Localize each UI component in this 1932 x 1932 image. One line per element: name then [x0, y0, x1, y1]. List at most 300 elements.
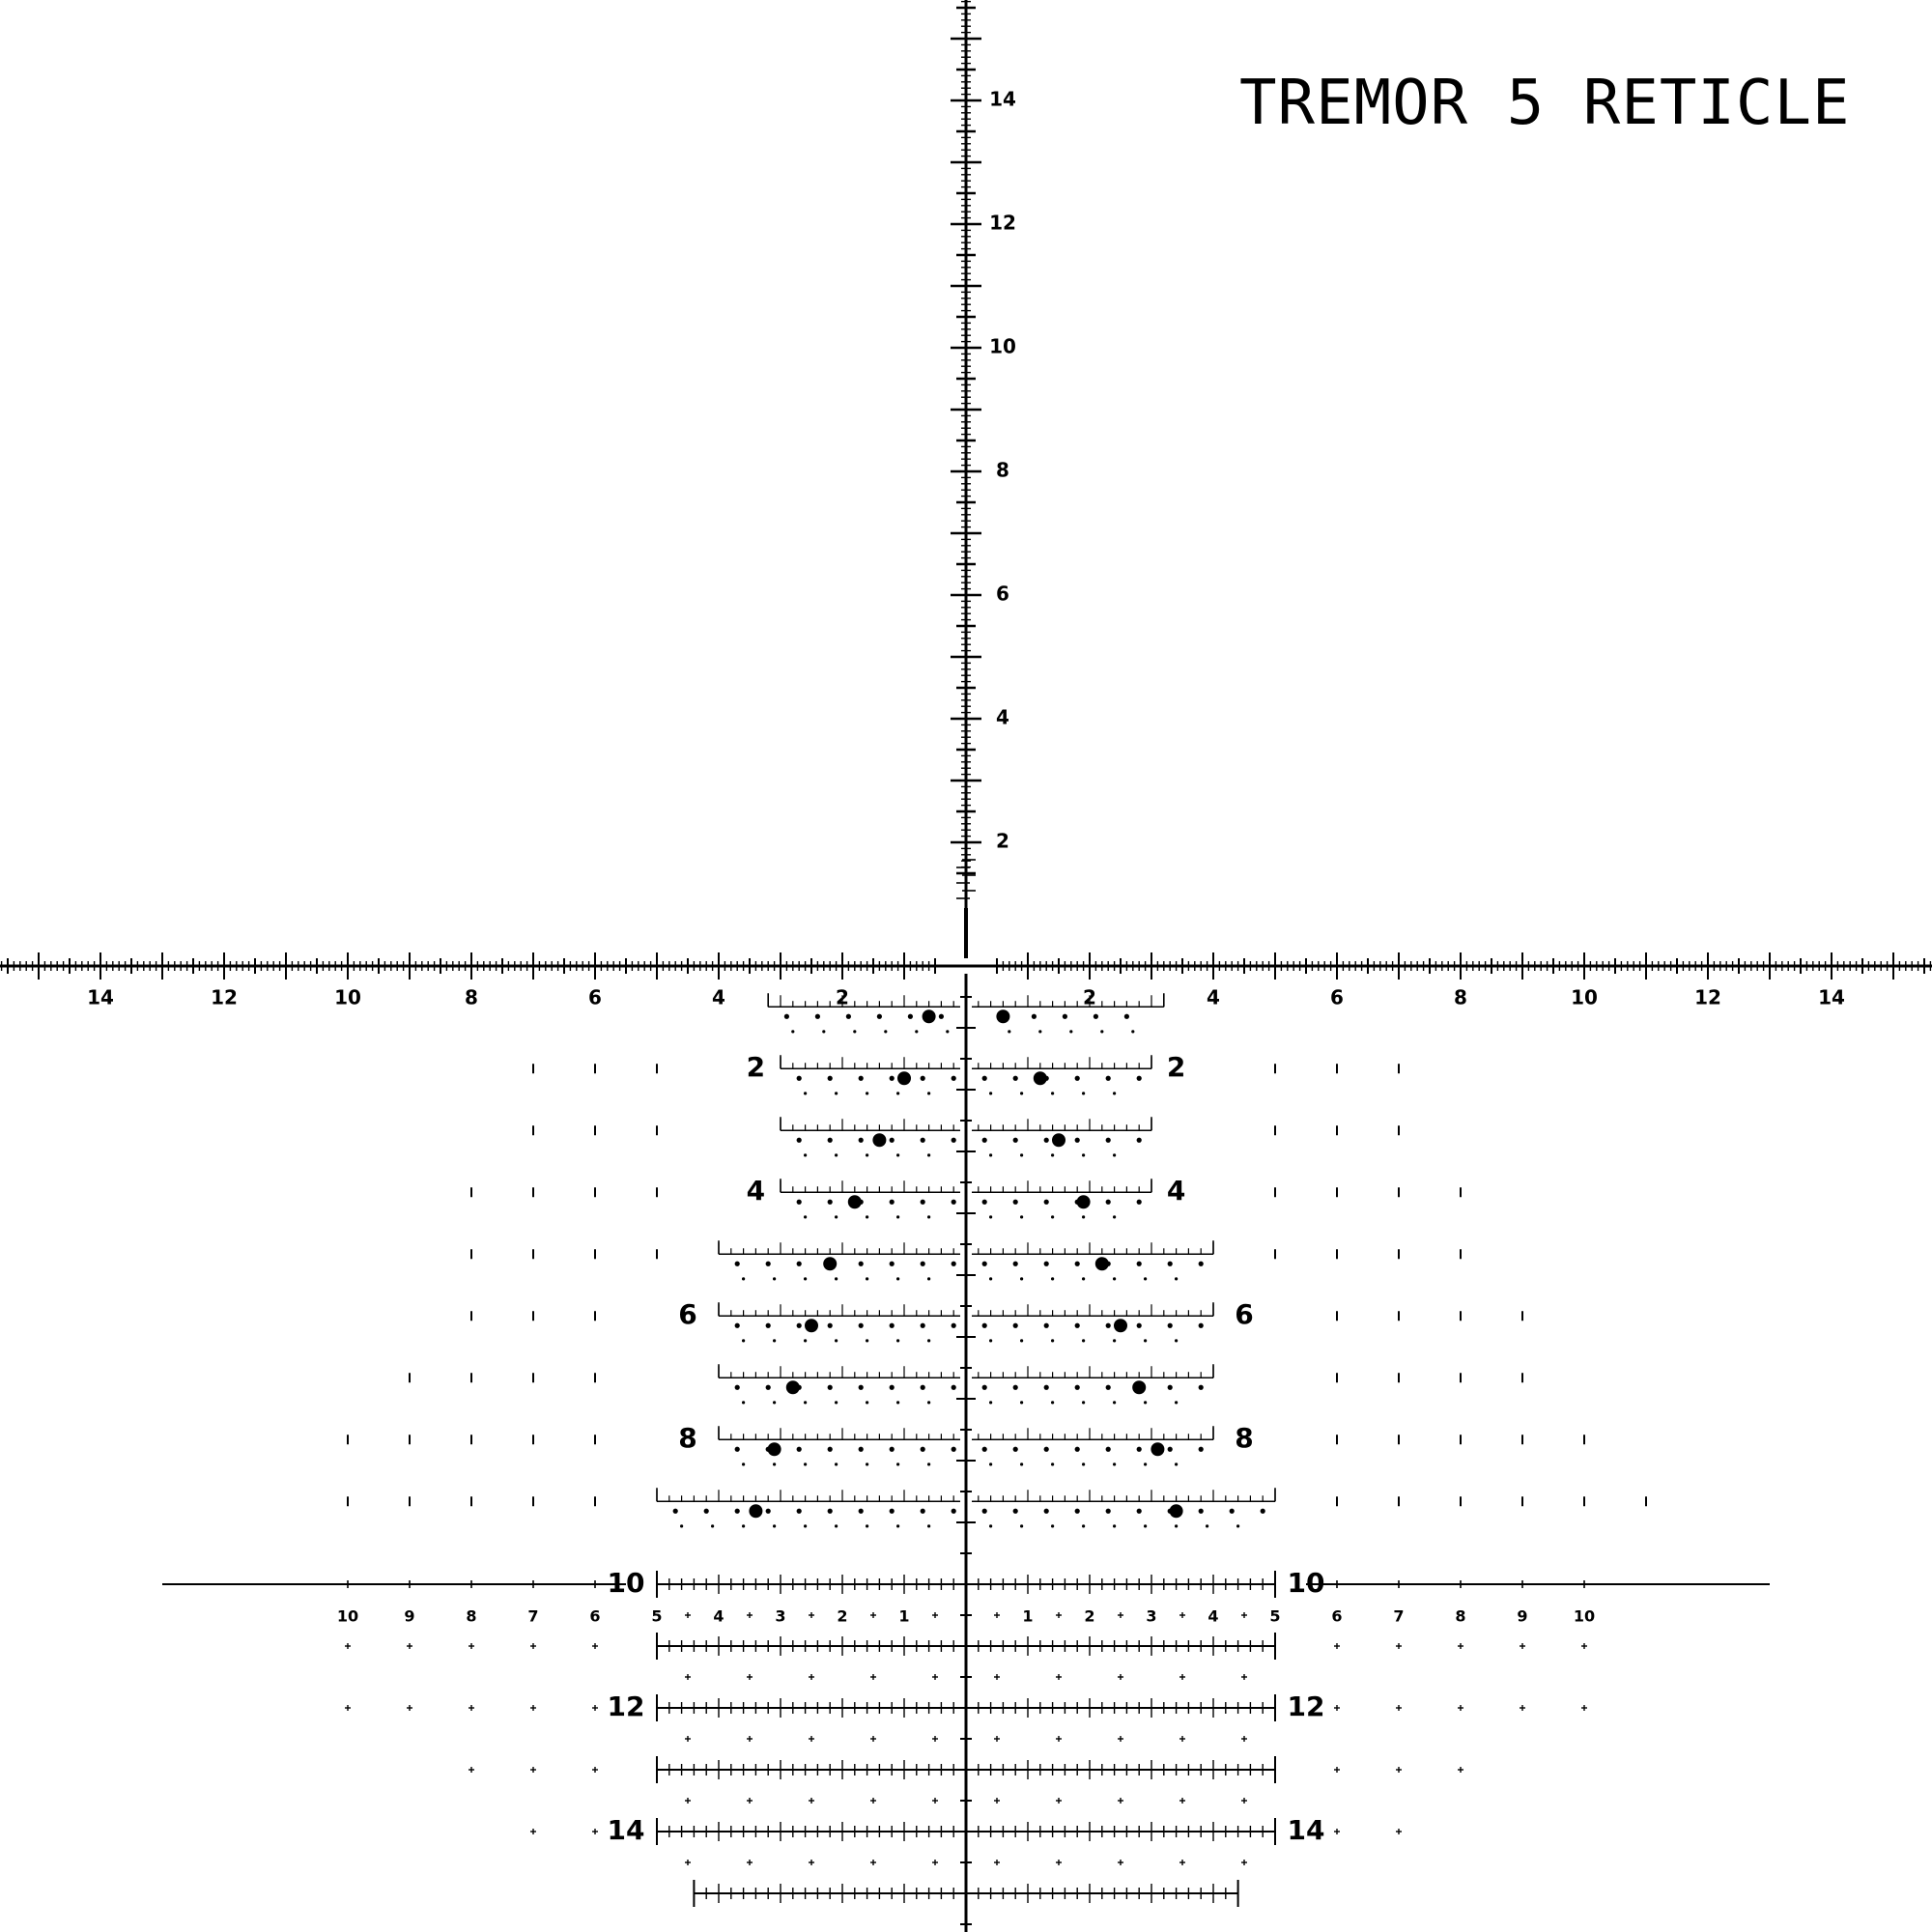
holdover-interstitial-dot — [1082, 1463, 1085, 1465]
holdover-interstitial-dot — [866, 1401, 868, 1404]
holdover-small-dot — [1106, 1138, 1111, 1143]
holdover-small-dot — [1075, 1262, 1080, 1266]
holdover-interstitial-dot — [835, 1524, 838, 1527]
holdover-interstitial-dot — [1113, 1339, 1116, 1342]
holdover-label-right: 6 — [1235, 1298, 1254, 1331]
holdover-small-dot — [1199, 1447, 1204, 1452]
holdover-small-dot — [921, 1323, 925, 1328]
holdover-interstitial-dot — [742, 1524, 745, 1527]
holdover-interstitial-dot — [896, 1277, 899, 1280]
holdover-interstitial-dot — [989, 1092, 992, 1094]
holdover-small-dot — [1013, 1509, 1018, 1514]
holdover-small-dot — [1013, 1323, 1018, 1328]
holdover-small-dot — [1075, 1447, 1080, 1452]
wind-row-label-left: 10 — [336, 1606, 359, 1626]
holdover-wind-dot — [768, 1442, 781, 1456]
holdover-interstitial-dot — [866, 1092, 868, 1094]
wind-row-label-left: 1 — [898, 1606, 910, 1626]
holdover-interstitial-dot — [773, 1463, 776, 1465]
holdover-small-dot — [890, 1262, 895, 1266]
holdover-small-dot — [982, 1323, 987, 1328]
holdover-small-dot — [735, 1262, 740, 1266]
holdover-small-dot — [921, 1200, 925, 1205]
holdover-small-dot — [1199, 1509, 1204, 1514]
horizontal-scale-label: 6 — [588, 985, 602, 1009]
holdover-small-dot — [952, 1200, 956, 1205]
holdover-interstitial-dot — [896, 1153, 899, 1156]
holdover-interstitial-dot — [884, 1030, 887, 1033]
wind-row-label-left: 6 — [589, 1606, 601, 1626]
holdover-small-dot — [797, 1323, 802, 1328]
holdover-small-dot — [784, 1014, 789, 1019]
holdover-interstitial-dot — [1113, 1463, 1116, 1465]
holdover-label-left: 4 — [746, 1175, 766, 1208]
holdover-interstitial-dot — [989, 1215, 992, 1218]
holdover-small-dot — [1261, 1509, 1265, 1514]
wind-row-label-right: 2 — [1084, 1606, 1095, 1626]
holdover-interstitial-dot — [835, 1215, 838, 1218]
holdover-interstitial-dot — [711, 1524, 714, 1527]
holdover-small-dot — [846, 1014, 851, 1019]
holdover-interstitial-dot — [866, 1463, 868, 1465]
holdover-small-dot — [952, 1262, 956, 1266]
holdover-small-dot — [921, 1076, 925, 1081]
wind-row-label-right: 3 — [1146, 1606, 1157, 1626]
holdover-small-dot — [890, 1509, 895, 1514]
holdover-interstitial-dot — [1020, 1215, 1023, 1218]
holdover-small-dot — [1075, 1138, 1080, 1143]
holdover-small-dot — [673, 1509, 678, 1514]
holdover-interstitial-dot — [1051, 1092, 1054, 1094]
holdover-interstitial-dot — [989, 1153, 992, 1156]
holdover-interstitial-dot — [1020, 1463, 1023, 1465]
holdover-label-right: 4 — [1166, 1175, 1186, 1208]
wind-row-label-left: 5 — [651, 1606, 663, 1626]
holdover-small-dot — [1199, 1323, 1204, 1328]
holdover-interstitial-dot — [1113, 1277, 1116, 1280]
holdover-small-dot — [952, 1138, 956, 1143]
wind-row-label-right: 9 — [1517, 1606, 1528, 1626]
holdover-small-dot — [1075, 1385, 1080, 1390]
holdover-wind-dot — [1114, 1319, 1127, 1332]
holdover-interstitial-dot — [1144, 1463, 1147, 1465]
vertical-scale-label: 14 — [989, 87, 1016, 111]
holdover-interstitial-dot — [896, 1215, 899, 1218]
holdover-interstitial-dot — [1051, 1153, 1054, 1156]
holdover-interstitial-dot — [1020, 1524, 1023, 1527]
holdover-interstitial-dot — [896, 1339, 899, 1342]
holdover-interstitial-dot — [927, 1153, 930, 1156]
holdover-interstitial-dot — [1082, 1153, 1085, 1156]
holdover-interstitial-dot — [989, 1339, 992, 1342]
holdover-small-dot — [952, 1323, 956, 1328]
holdover-label-right: 2 — [1166, 1051, 1186, 1084]
holdover-interstitial-dot — [804, 1339, 807, 1342]
holdover-wind-dot — [1170, 1504, 1183, 1518]
holdover-small-dot — [828, 1138, 833, 1143]
holdover-interstitial-dot — [927, 1215, 930, 1218]
holdover-small-dot — [1106, 1323, 1111, 1328]
holdover-small-dot — [766, 1323, 771, 1328]
holdover-small-dot — [1044, 1447, 1049, 1452]
holdover-small-dot — [797, 1138, 802, 1143]
holdover-small-dot — [828, 1385, 833, 1390]
holdover-small-dot — [828, 1200, 833, 1205]
holdover-small-dot — [1137, 1138, 1142, 1143]
holdover-interstitial-dot — [1144, 1524, 1147, 1527]
holdover-small-dot — [766, 1262, 771, 1266]
vertical-scale-label: 12 — [989, 211, 1016, 235]
holdover-small-dot — [1106, 1076, 1111, 1081]
holdover-small-dot — [1094, 1014, 1098, 1019]
horizontal-scale-label: 14 — [1818, 985, 1845, 1009]
holdover-interstitial-dot — [989, 1401, 992, 1404]
holdover-small-dot — [859, 1076, 864, 1081]
holdover-small-dot — [1013, 1200, 1018, 1205]
holdover-interstitial-dot — [1144, 1401, 1147, 1404]
holdover-interstitial-dot — [1020, 1092, 1023, 1094]
holdover-interstitial-dot — [866, 1153, 868, 1156]
holdover-interstitial-dot — [742, 1277, 745, 1280]
holdover-small-dot — [1168, 1447, 1173, 1452]
holdover-small-dot — [1137, 1200, 1142, 1205]
holdover-interstitial-dot — [742, 1463, 745, 1465]
holdover-wind-dot — [805, 1319, 818, 1332]
holdover-small-dot — [921, 1385, 925, 1390]
holdover-small-dot — [921, 1509, 925, 1514]
wind-row-label-right: 7 — [1393, 1606, 1405, 1626]
holdover-small-dot — [952, 1447, 956, 1452]
holdover-small-dot — [908, 1014, 913, 1019]
holdover-small-dot — [859, 1138, 864, 1143]
holdover-small-dot — [1230, 1509, 1235, 1514]
holdover-small-dot — [939, 1014, 944, 1019]
holdover-interstitial-dot — [989, 1524, 992, 1527]
holdover-interstitial-dot — [835, 1463, 838, 1465]
holdover-small-dot — [982, 1262, 987, 1266]
holdover-label-left: 2 — [746, 1051, 766, 1084]
holdover-interstitial-dot — [804, 1524, 807, 1527]
holdover-interstitial-dot — [989, 1277, 992, 1280]
holdover-interstitial-dot — [866, 1524, 868, 1527]
holdover-small-dot — [921, 1447, 925, 1452]
horizontal-scale-label: 2 — [836, 985, 849, 1009]
holdover-label-right: 12 — [1287, 1690, 1325, 1722]
holdover-interstitial-dot — [680, 1524, 683, 1527]
holdover-small-dot — [890, 1200, 895, 1205]
holdover-wind-dot — [1052, 1133, 1065, 1147]
holdover-small-dot — [766, 1509, 771, 1514]
holdover-interstitial-dot — [866, 1215, 868, 1218]
holdover-interstitial-dot — [866, 1339, 868, 1342]
holdover-interstitial-dot — [804, 1463, 807, 1465]
holdover-small-dot — [1124, 1014, 1129, 1019]
holdover-small-dot — [797, 1262, 802, 1266]
holdover-small-dot — [982, 1385, 987, 1390]
holdover-interstitial-dot — [835, 1277, 838, 1280]
holdover-small-dot — [982, 1138, 987, 1143]
wind-row-label-right: 4 — [1208, 1606, 1219, 1626]
holdover-interstitial-dot — [804, 1401, 807, 1404]
holdover-interstitial-dot — [946, 1030, 949, 1033]
holdover-small-dot — [921, 1262, 925, 1266]
holdover-interstitial-dot — [773, 1339, 776, 1342]
holdover-small-dot — [1168, 1323, 1173, 1328]
holdover-small-dot — [1106, 1509, 1111, 1514]
horizontal-scale-label: 4 — [1207, 985, 1220, 1009]
holdover-wind-dot — [996, 1009, 1009, 1023]
holdover-small-dot — [797, 1076, 802, 1081]
wind-row-label-left: 4 — [713, 1606, 724, 1626]
holdover-interstitial-dot — [1082, 1401, 1085, 1404]
holdover-small-dot — [1075, 1323, 1080, 1328]
holdover-small-dot — [1044, 1323, 1049, 1328]
holdover-interstitial-dot — [1008, 1030, 1010, 1033]
horizontal-scale-label: 8 — [465, 985, 478, 1009]
holdover-interstitial-dot — [1038, 1030, 1041, 1033]
holdover-interstitial-dot — [1113, 1215, 1116, 1218]
wind-row-label-left: 7 — [527, 1606, 539, 1626]
holdover-small-dot — [1137, 1076, 1142, 1081]
holdover-interstitial-dot — [1051, 1401, 1054, 1404]
wind-row-label-left: 8 — [466, 1606, 477, 1626]
holdover-small-dot — [1044, 1200, 1049, 1205]
wind-row-label-left: 9 — [404, 1606, 415, 1626]
holdover-small-dot — [1063, 1014, 1067, 1019]
holdover-small-dot — [877, 1014, 882, 1019]
holdover-small-dot — [1075, 1509, 1080, 1514]
wind-row-label-right: 1 — [1022, 1606, 1034, 1626]
holdover-wind-dot — [897, 1071, 911, 1085]
holdover-interstitial-dot — [853, 1030, 856, 1033]
holdover-small-dot — [1013, 1385, 1018, 1390]
holdover-small-dot — [1044, 1385, 1049, 1390]
holdover-small-dot — [797, 1509, 802, 1514]
vertical-scale-label: 10 — [989, 334, 1016, 358]
holdover-label-right: 10 — [1287, 1567, 1325, 1599]
holdover-wind-dot — [872, 1133, 886, 1147]
holdover-label-left: 14 — [607, 1814, 645, 1846]
holdover-small-dot — [1199, 1385, 1204, 1390]
horizontal-scale-label: 10 — [1571, 985, 1598, 1009]
holdover-interstitial-dot — [835, 1153, 838, 1156]
holdover-label-left: 12 — [607, 1690, 645, 1722]
horizontal-scale-label: 12 — [211, 985, 238, 1009]
holdover-small-dot — [1013, 1138, 1018, 1143]
holdover-interstitial-dot — [1131, 1030, 1134, 1033]
holdover-small-dot — [1137, 1262, 1142, 1266]
holdover-small-dot — [1106, 1200, 1111, 1205]
holdover-interstitial-dot — [1144, 1277, 1147, 1280]
holdover-interstitial-dot — [1051, 1277, 1054, 1280]
holdover-small-dot — [1168, 1385, 1173, 1390]
holdover-interstitial-dot — [1082, 1339, 1085, 1342]
holdover-small-dot — [1044, 1509, 1049, 1514]
holdover-interstitial-dot — [1175, 1277, 1178, 1280]
holdover-small-dot — [921, 1138, 925, 1143]
holdover-interstitial-dot — [1082, 1277, 1085, 1280]
holdover-interstitial-dot — [804, 1277, 807, 1280]
wind-row-label-left: 3 — [775, 1606, 786, 1626]
holdover-interstitial-dot — [927, 1463, 930, 1465]
holdover-small-dot — [1032, 1014, 1037, 1019]
holdover-interstitial-dot — [1051, 1339, 1054, 1342]
holdover-small-dot — [890, 1385, 895, 1390]
holdover-small-dot — [1075, 1076, 1080, 1081]
holdover-interstitial-dot — [927, 1092, 930, 1094]
holdover-interstitial-dot — [1020, 1339, 1023, 1342]
holdover-interstitial-dot — [1175, 1463, 1178, 1465]
holdover-interstitial-dot — [1113, 1401, 1116, 1404]
holdover-interstitial-dot — [896, 1463, 899, 1465]
wind-row-label-right: 5 — [1269, 1606, 1281, 1626]
holdover-interstitial-dot — [791, 1030, 794, 1033]
holdover-interstitial-dot — [1175, 1524, 1178, 1527]
holdover-interstitial-dot — [742, 1339, 745, 1342]
holdover-small-dot — [982, 1447, 987, 1452]
holdover-small-dot — [828, 1447, 833, 1452]
holdover-interstitial-dot — [866, 1277, 868, 1280]
holdover-wind-dot — [1151, 1442, 1164, 1456]
holdover-small-dot — [859, 1509, 864, 1514]
holdover-small-dot — [704, 1509, 709, 1514]
holdover-interstitial-dot — [1051, 1524, 1054, 1527]
holdover-label-left: 6 — [678, 1298, 697, 1331]
holdover-small-dot — [1199, 1262, 1204, 1266]
holdover-interstitial-dot — [773, 1277, 776, 1280]
holdover-small-dot — [890, 1323, 895, 1328]
holdover-interstitial-dot — [1082, 1215, 1085, 1218]
holdover-small-dot — [890, 1447, 895, 1452]
holdover-small-dot — [859, 1323, 864, 1328]
holdover-interstitial-dot — [773, 1401, 776, 1404]
holdover-small-dot — [828, 1076, 833, 1081]
holdover-small-dot — [952, 1076, 956, 1081]
holdover-interstitial-dot — [835, 1401, 838, 1404]
horizontal-scale-label: 8 — [1454, 985, 1467, 1009]
holdover-interstitial-dot — [1113, 1524, 1116, 1527]
holdover-interstitial-dot — [1100, 1030, 1103, 1033]
holdover-interstitial-dot — [1236, 1524, 1239, 1527]
vertical-scale-label: 6 — [996, 582, 1009, 606]
holdover-interstitial-dot — [804, 1153, 807, 1156]
holdover-interstitial-dot — [1051, 1463, 1054, 1465]
holdover-small-dot — [1137, 1509, 1142, 1514]
holdover-interstitial-dot — [989, 1463, 992, 1465]
holdover-small-dot — [797, 1447, 802, 1452]
holdover-interstitial-dot — [822, 1030, 825, 1033]
holdover-small-dot — [1013, 1447, 1018, 1452]
reticle-dots — [673, 1009, 1265, 1527]
holdover-label-left: 10 — [607, 1567, 645, 1599]
holdover-small-dot — [982, 1200, 987, 1205]
holdover-interstitial-dot — [1082, 1092, 1085, 1094]
holdover-interstitial-dot — [1051, 1215, 1054, 1218]
holdover-small-dot — [1106, 1447, 1111, 1452]
holdover-small-dot — [735, 1447, 740, 1452]
horizontal-scale-label: 2 — [1083, 985, 1096, 1009]
holdover-interstitial-dot — [927, 1401, 930, 1404]
holdover-wind-dot — [1132, 1380, 1146, 1394]
holdover-interstitial-dot — [1206, 1524, 1208, 1527]
holdover-wind-dot — [749, 1504, 762, 1518]
holdover-interstitial-dot — [1175, 1401, 1178, 1404]
holdover-wind-dot — [786, 1380, 800, 1394]
holdover-small-dot — [1044, 1138, 1049, 1143]
wind-row-label-right: 10 — [1573, 1606, 1596, 1626]
holdover-small-dot — [1137, 1323, 1142, 1328]
holdover-small-dot — [1044, 1262, 1049, 1266]
holdover-interstitial-dot — [915, 1030, 918, 1033]
holdover-interstitial-dot — [773, 1524, 776, 1527]
horizontal-scale-label: 10 — [334, 985, 361, 1009]
holdover-small-dot — [890, 1076, 895, 1081]
holdover-wind-dot — [923, 1009, 936, 1023]
holdover-interstitial-dot — [804, 1092, 807, 1094]
holdover-interstitial-dot — [896, 1524, 899, 1527]
holdover-small-dot — [828, 1509, 833, 1514]
holdover-label-left: 8 — [678, 1422, 697, 1455]
holdover-small-dot — [797, 1200, 802, 1205]
holdover-small-dot — [859, 1447, 864, 1452]
holdover-small-dot — [828, 1323, 833, 1328]
holdover-small-dot — [859, 1385, 864, 1390]
vertical-scale-label: 4 — [996, 705, 1009, 729]
holdover-small-dot — [1168, 1262, 1173, 1266]
wind-row-label-right: 8 — [1455, 1606, 1466, 1626]
holdover-small-dot — [766, 1385, 771, 1390]
horizontal-scale-label: 6 — [1330, 985, 1344, 1009]
horizontal-scale-label: 12 — [1694, 985, 1721, 1009]
holdover-small-dot — [982, 1076, 987, 1081]
horizontal-scale-label: 14 — [87, 985, 114, 1009]
holdover-interstitial-dot — [896, 1092, 899, 1094]
holdover-interstitial-dot — [835, 1339, 838, 1342]
holdover-small-dot — [982, 1509, 987, 1514]
holdover-small-dot — [1137, 1447, 1142, 1452]
holdover-interstitial-dot — [927, 1524, 930, 1527]
holdover-interstitial-dot — [927, 1277, 930, 1280]
holdover-interstitial-dot — [896, 1401, 899, 1404]
holdover-wind-dot — [1034, 1071, 1047, 1085]
vertical-scale-label: 8 — [996, 458, 1009, 482]
holdover-wind-dot — [1095, 1257, 1109, 1270]
holdover-interstitial-dot — [1113, 1153, 1116, 1156]
holdover-interstitial-dot — [1069, 1030, 1072, 1033]
holdover-small-dot — [735, 1509, 740, 1514]
holdover-small-dot — [952, 1385, 956, 1390]
holdover-small-dot — [890, 1138, 895, 1143]
holdover-label-right: 14 — [1287, 1814, 1325, 1846]
holdover-small-dot — [1013, 1262, 1018, 1266]
holdover-interstitial-dot — [1175, 1339, 1178, 1342]
wind-row-label-left: 2 — [837, 1606, 848, 1626]
holdover-small-dot — [735, 1385, 740, 1390]
reticle-title: TREMOR 5 RETICLE — [1239, 68, 1851, 139]
holdover-small-dot — [815, 1014, 820, 1019]
vertical-scale-label: 2 — [996, 829, 1009, 853]
holdover-interstitial-dot — [835, 1092, 838, 1094]
holdover-wind-dot — [1077, 1195, 1091, 1208]
holdover-label-right: 8 — [1235, 1422, 1254, 1455]
holdover-interstitial-dot — [1113, 1092, 1116, 1094]
holdover-small-dot — [1013, 1076, 1018, 1081]
holdover-interstitial-dot — [1082, 1524, 1085, 1527]
holdover-small-dot — [735, 1323, 740, 1328]
horizontal-scale-label: 4 — [712, 985, 725, 1009]
holdover-interstitial-dot — [804, 1215, 807, 1218]
holdover-wind-dot — [848, 1195, 862, 1208]
